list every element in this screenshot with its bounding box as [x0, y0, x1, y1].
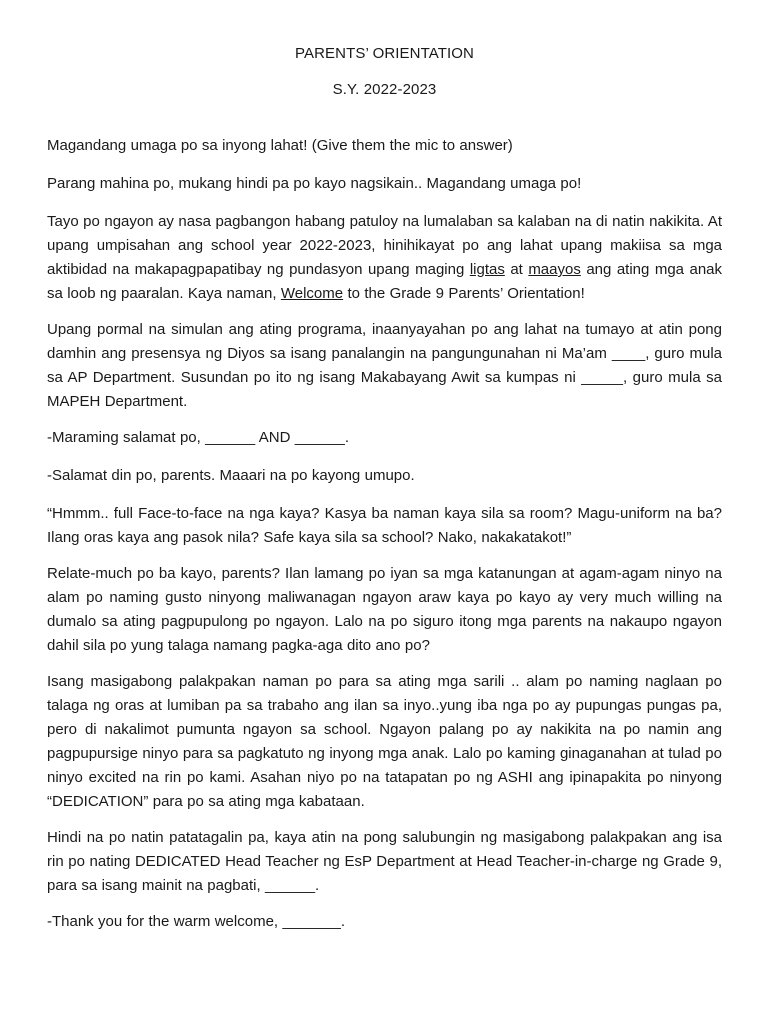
paragraph-welcome-text-c: ang ating mga anak sa loob ng paaralan. Kaya naman,	[47, 261, 723, 302]
paragraph-welcome-text-d: to the Grade 9 Parents’ Orientation!	[343, 285, 585, 302]
paragraph-welcome-text-a: Tayo po ngayon ay nasa pagbangon habang patuloy na lumalaban sa kalaban na di natin nakikita. At upang umpisahan ang school year 2022-2023, hinihikayat po ang lahat upang makiisa sa mga aktibidad na makapagpapatibay ng pundasyon upang maging	[47, 213, 722, 278]
paragraph-relate: Relate-much po ba kayo, parents? Ilan lamang po iyan sa mga katanungan at agam-agam ninyo na alam po naming gusto ninyong maliwanagan ngayon araw kaya po kayo ay very much willing na dumalo sa ating pagpupulong po ngayon. Lalo na po siguro itong mga parents na nakaupo ngayon dahil sila po yung talaga namang pagka-aga dito ano po?	[47, 565, 722, 654]
underlined-word-welcome: Welcome	[280, 285, 344, 302]
underlined-word-maayos: maayos	[528, 261, 581, 278]
paragraph-thank-you: -Thank you for the warm welcome, _______.	[47, 913, 346, 930]
paragraph-greeting: Magandang umaga po sa inyong lahat! (Give them the mic to answer)	[47, 137, 513, 154]
document-title: PARENTS’ ORIENTATION	[295, 45, 474, 62]
paragraph-greeting-repeat: Parang mahina po, mukang hindi pa po kayo nagsikain.. Magandang umaga po!	[47, 175, 582, 192]
paragraph-prayer-anthem: Upang pormal na simulan ang ating programa, inaanyayahan po ang lahat na tumayo at atin pong damhin ang presensya ng Diyos sa isang panalangin na pangungunahan ni Ma’am ____, guro mula sa AP Department. Susundan po ito ng isang Makabayang Awit sa kumpas ni _____, guro mula sa MAPEH Department.	[47, 321, 722, 410]
paragraph-thanks: -Maraming salamat po, ______ AND ______.	[47, 429, 350, 446]
paragraph-sit-down: -Salamat din po, parents. Maaari na po kayong umupo.	[47, 467, 415, 484]
school-year: S.Y. 2022-2023	[332, 81, 437, 98]
paragraph-head-teacher: Hindi na po natin patatagalin pa, kaya atin na pong salubungin ng masigabong palakpakan ang isa rin po nating DEDICATED Head Teacher ng EsP Department at Head Teacher-in-charge ng Grade 9, para sa isang mainit na pagbati, ______.	[47, 829, 722, 894]
paragraph-questions: “Hmmm.. full Face-to-face na nga kaya? Kasya ba naman kaya sila sa room? Magu-uniform na ba? Ilang oras kaya ang pasok nila? Safe kaya sila sa school? Nako, nakakatakot!”	[47, 505, 722, 546]
document-body	[47, 134, 722, 934]
paragraph-welcome-text-b: at	[504, 261, 529, 278]
underlined-word-ligtas: ligtas	[469, 261, 505, 278]
paragraph-applause: Isang masigabong palakpakan naman po para sa ating mga sarili .. alam po naming naglaan po talaga ng oras at lumiban pa sa trabaho ang ilan sa inyo..yung iba nga po ay pupungas pungas pa, pero di nakalimot pumunta ngayon sa school. Ngayon palang po ay nakikita na po namin ang pagpupursige ninyo para sa pagkatuto ng inyong mga anak. Lalo po kaming ginaganahan at tulad po ninyo excited na rin po kami. Asahan niyo po na tatapatan po ng ASHI ang ipinapakita po ninyong “DEDICATION” para po sa ating mga kabataan.	[47, 673, 722, 810]
paragraph-welcome	[47, 210, 722, 306]
